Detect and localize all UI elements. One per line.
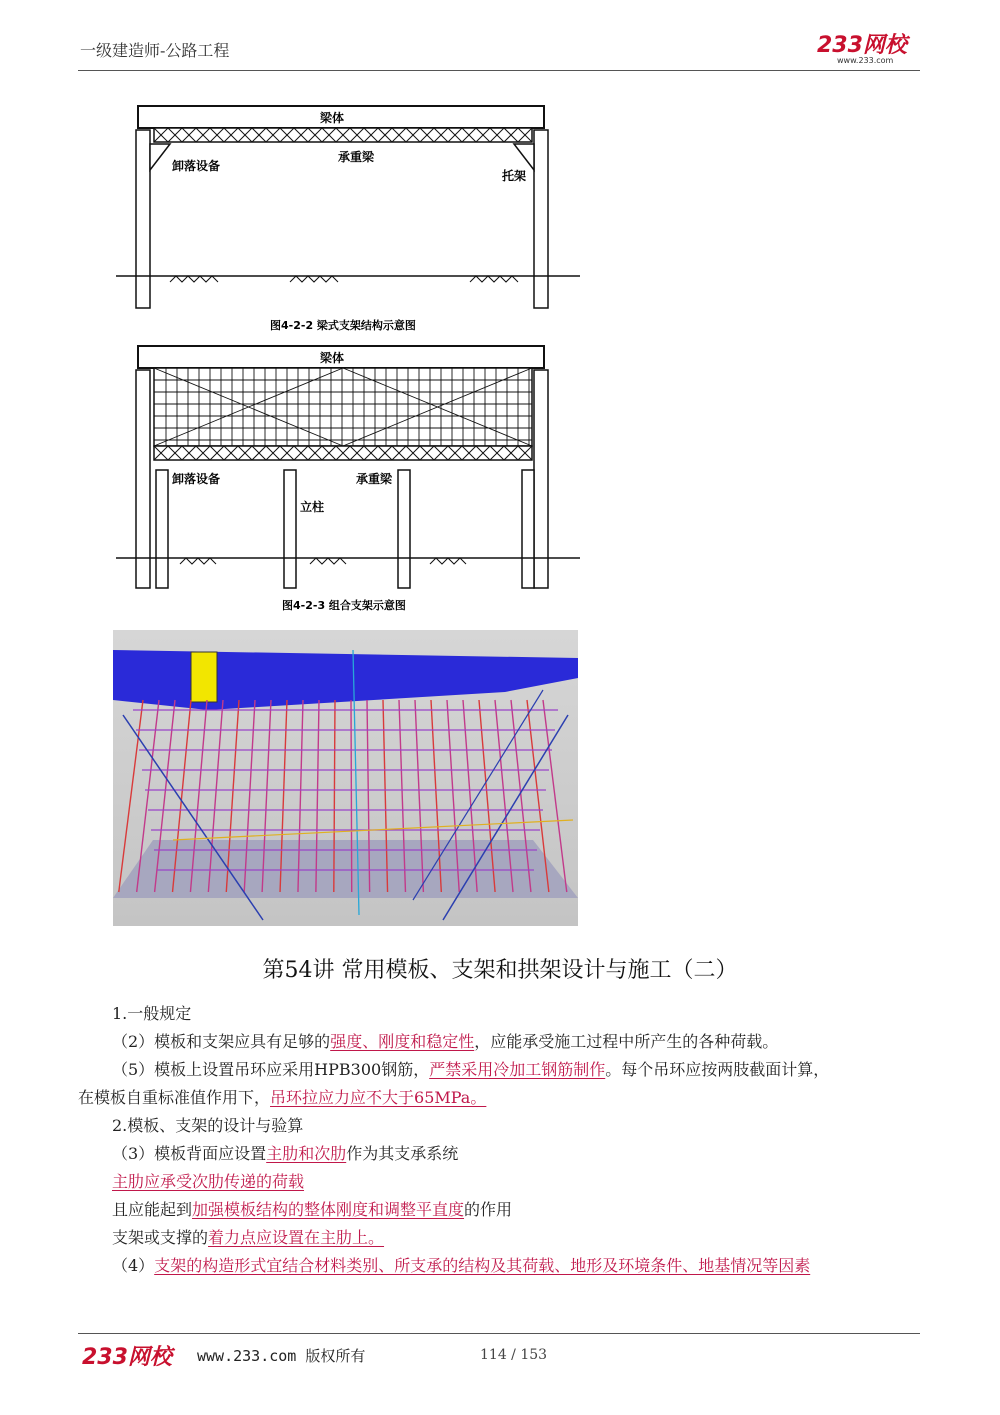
fig2-label-bearing-beam: 承重梁 bbox=[356, 472, 393, 486]
highlight-text: 支架的构造形式宜结合材料类别、所支承的结构及其荷载、地形及环境条件、地基情况等因素 bbox=[154, 1256, 811, 1275]
paragraph-line bbox=[112, 1028, 778, 1056]
highlight-text: 强度、刚度和稳定性 bbox=[330, 1032, 475, 1051]
fig2-label-column: 立柱 bbox=[300, 500, 325, 514]
highlight-text: 加强模板结构的整体刚度和调整平直度 bbox=[192, 1200, 465, 1219]
footer-logo bbox=[80, 1340, 185, 1370]
paragraph-line bbox=[112, 1224, 384, 1252]
body-text: 作为其支承系统 bbox=[346, 1144, 459, 1163]
page-number: 114 / 153 bbox=[480, 1347, 548, 1363]
paragraph-line bbox=[112, 1140, 458, 1168]
body-text: ，应能承受施工过程中所产生的各种荷载。 bbox=[474, 1032, 779, 1051]
body-text: （3）模板背面应设置 bbox=[112, 1144, 267, 1163]
body-text: 。每个吊环应按两肢截面计算， bbox=[605, 1060, 830, 1079]
body-text: 的作用 bbox=[464, 1200, 513, 1219]
header-logo bbox=[815, 30, 925, 66]
paragraph-line bbox=[112, 1112, 303, 1140]
paragraph-line bbox=[112, 1196, 512, 1224]
footer-url: www.233.com 版权所有 bbox=[197, 1347, 366, 1365]
fig1-caption: 图4-2-2 梁式支架结构示意图 bbox=[270, 319, 416, 332]
body-text: 2.模板、支架的设计与验算 bbox=[112, 1116, 304, 1135]
fig2-label-unload: 卸落设备 bbox=[172, 472, 221, 486]
header-divider bbox=[78, 70, 920, 71]
body-text: 支架或支撑的 bbox=[112, 1228, 209, 1247]
body-text: （5）模板上设置吊环应采用HPB300钢筋， bbox=[112, 1060, 430, 1079]
svg-text:233网校: 233网校 bbox=[817, 33, 907, 58]
footer-divider bbox=[78, 1333, 920, 1334]
paragraph-line bbox=[112, 1252, 810, 1280]
highlight-text: 主肋和次肋 bbox=[266, 1144, 347, 1163]
body-text: （2）模板和支架应具有足够的 bbox=[112, 1032, 331, 1051]
highlight-text: 主肋应承受次肋传递的荷载 bbox=[112, 1172, 305, 1191]
scaffold-3d-image bbox=[113, 630, 578, 926]
section-title: 第54讲 常用模板、支架和拱架设计与施工（二） bbox=[262, 958, 738, 983]
fig1-label-bearing-beam: 承重梁 bbox=[338, 150, 375, 164]
body-text: 且应能起到 bbox=[112, 1200, 193, 1219]
highlight-text: 吊环拉应力应不大于65MPa。 bbox=[270, 1088, 487, 1107]
paragraph-line bbox=[112, 1056, 829, 1084]
fig2-caption: 图4-2-3 组合支架示意图 bbox=[282, 599, 406, 612]
highlight-text: 着力点应设置在主肋上。 bbox=[208, 1228, 385, 1247]
fig1-label-beam: 梁体 bbox=[319, 111, 345, 125]
highlight-text: 严禁采用冷加工钢筋制作 bbox=[429, 1060, 606, 1079]
body-text: 在模板自重标准值作用下， bbox=[78, 1088, 271, 1107]
svg-text:233网校: 233网校 bbox=[82, 1345, 172, 1370]
figure-beam-support bbox=[110, 100, 590, 335]
svg-text:www.233.com: www.233.com bbox=[837, 56, 894, 65]
fig1-label-unload: 卸落设备 bbox=[172, 159, 221, 173]
paragraph-line bbox=[78, 1084, 486, 1112]
body-text: （4） bbox=[112, 1256, 155, 1275]
body-text: 1.一般规定 bbox=[112, 1004, 192, 1023]
paragraph-line bbox=[112, 1000, 191, 1028]
header-title: 一级建造师-公路工程 bbox=[80, 41, 230, 60]
fig2-label-beam: 梁体 bbox=[319, 351, 345, 365]
figure-combined-support bbox=[110, 340, 590, 615]
paragraph-line bbox=[112, 1168, 304, 1196]
fig1-label-bracket: 托架 bbox=[502, 169, 527, 183]
